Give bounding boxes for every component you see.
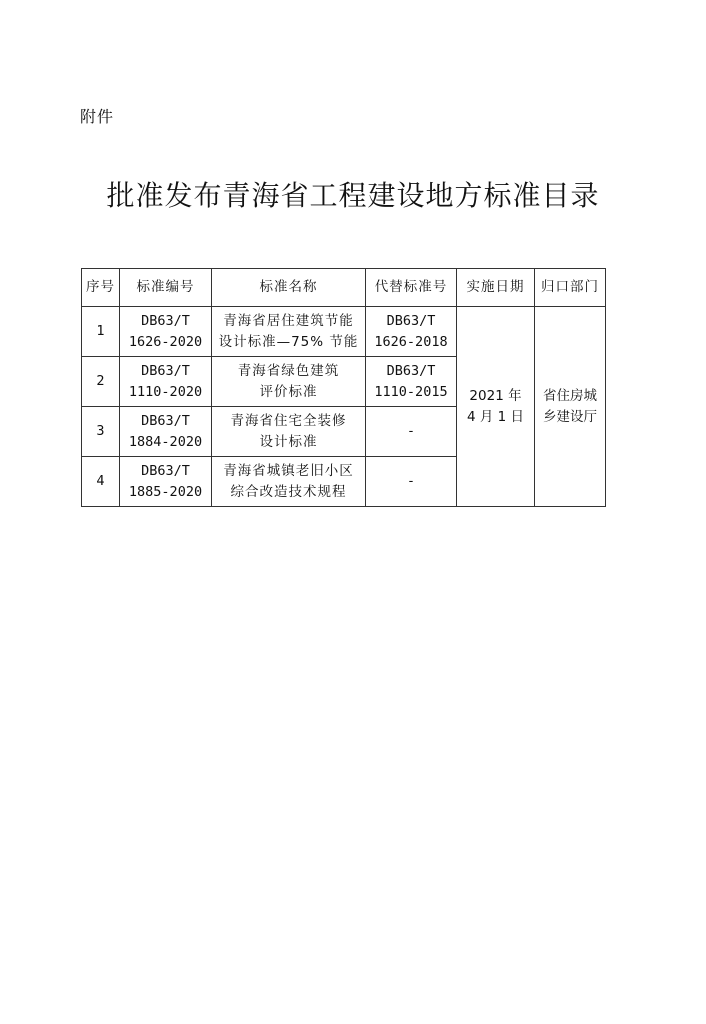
name-line: 青海省住宅全装修	[230, 412, 347, 429]
standards-table	[81, 268, 606, 507]
document-title: 批准发布青海省工程建设地方标准目录	[106, 179, 600, 212]
row-standard-name	[212, 407, 366, 457]
table-header-row	[82, 269, 606, 307]
date-line: 2021 年	[469, 387, 522, 404]
row-standard-code	[120, 407, 212, 457]
department-line: 省住房城	[543, 387, 597, 404]
attachment-label: 附件	[80, 107, 115, 126]
code-line: DB63/T	[141, 412, 190, 429]
name-line: 评价标准	[259, 383, 318, 400]
replaced-line: 1626-2018	[374, 333, 448, 350]
replaced-line: DB63/T	[386, 312, 436, 329]
effective-date-cell	[457, 307, 535, 507]
name-line: 设计标准—75% 节能	[218, 333, 359, 350]
row-serial: 3	[82, 407, 120, 457]
date-line: 4 月 1 日	[466, 408, 525, 425]
header-effective-date: 实施日期	[457, 269, 535, 307]
row-replaced-code: -	[366, 407, 457, 457]
code-line: DB63/T	[141, 312, 190, 329]
code-line: 1884-2020	[128, 433, 203, 450]
row-replaced-code: -	[366, 457, 457, 507]
row-replaced-code	[366, 357, 457, 407]
row-standard-code	[120, 457, 212, 507]
header-serial: 序号	[82, 269, 120, 307]
department-line: 乡建设厅	[543, 408, 597, 425]
code-line: 1110-2020	[128, 383, 203, 400]
row-standard-name	[212, 357, 366, 407]
row-serial: 1	[82, 307, 120, 357]
name-line: 设计标准	[259, 433, 318, 450]
name-line: 青海省居住建筑节能	[223, 312, 354, 329]
row-standard-name	[212, 457, 366, 507]
row-replaced-code	[366, 307, 457, 357]
name-line: 青海省城镇老旧小区	[223, 462, 354, 479]
code-line: DB63/T	[141, 362, 190, 379]
header-standard-name: 标准名称	[212, 269, 366, 307]
header-replaced-code: 代替标准号	[366, 269, 457, 307]
header-standard-code: 标准编号	[120, 269, 212, 307]
header-department: 归口部门	[535, 269, 606, 307]
row-standard-code	[120, 307, 212, 357]
row-serial: 4	[82, 457, 120, 507]
row-serial: 2	[82, 357, 120, 407]
table-row	[82, 307, 606, 357]
row-standard-code	[120, 357, 212, 407]
code-line: 1626-2020	[128, 333, 203, 350]
code-line: 1885-2020	[128, 483, 203, 500]
name-line: 青海省绿色建筑	[237, 362, 340, 379]
replaced-line: 1110-2015	[374, 383, 448, 400]
department-cell	[535, 307, 606, 507]
replaced-line: DB63/T	[386, 362, 436, 379]
name-line: 综合改造技术规程	[230, 483, 347, 500]
row-standard-name	[212, 307, 366, 357]
code-line: DB63/T	[141, 462, 190, 479]
